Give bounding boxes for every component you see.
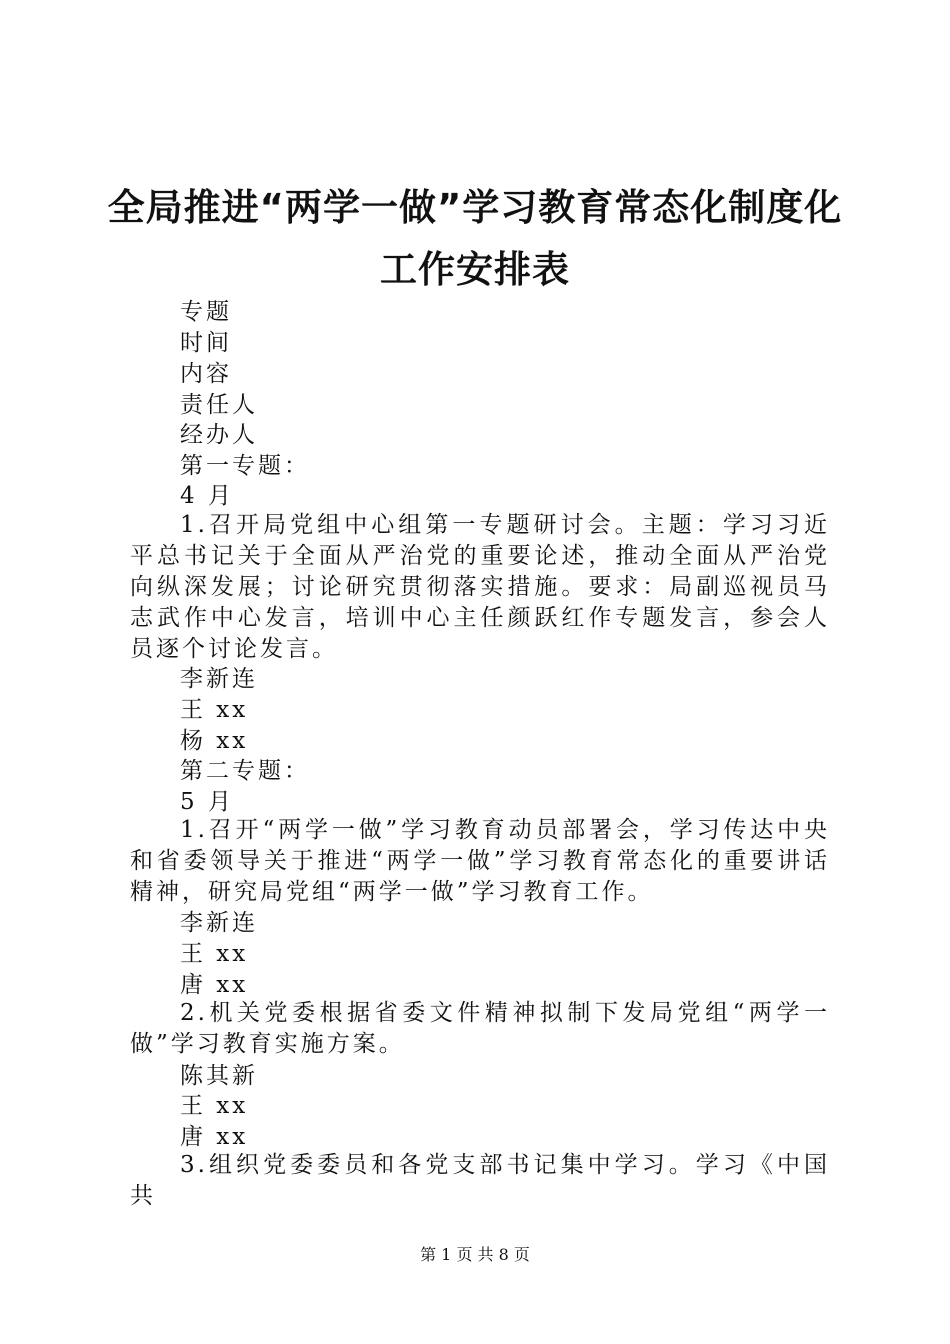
topic-2-item-2-responsible: 陈其新: [180, 1063, 258, 1089]
topic-2-item-1-text: 1.召开“两学一做”学习教育动员部署会，学习传达中央和省委领导关于推进“两学一做”学习教育常态化的重要讲话精神，研究局党组“两学一做”学习教育工作。: [130, 817, 830, 905]
header-handler: 经办人: [180, 422, 258, 448]
topic-2-month: 5 月: [180, 789, 234, 815]
topic-2-item-2-handler-2: 唐 xx: [180, 1124, 249, 1150]
topic-2-item-2-handler-1: 王 xx: [180, 1093, 249, 1119]
topic-2-item-1-handler-1: 王 xx: [180, 941, 249, 967]
topic-1-item-1-text: 1.召开局党组中心组第一专题研讨会。主题：学习习近平总书记关于全面从严治党的重要论述，推动全面从严治党向纵深发展；讨论研究贯彻落实措施。要求：局副巡视员马志武作中心发言，培训中心主任颜跃红作专题发言，参会人员逐个讨论发言。: [130, 512, 830, 662]
topic-2-label: 第二专题：: [180, 758, 310, 784]
topic-1-item-1-handler-1: 王 xx: [180, 697, 249, 723]
header-time: 时间: [180, 330, 232, 356]
topic-1-item-1-responsible: 李新连: [180, 666, 258, 692]
header-topic: 专题: [180, 299, 232, 325]
topic-1-item-1-handler-2: 杨 xx: [180, 728, 249, 754]
topic-2-item-3-text: 3.组织党委委员和各党支部书记集中学习。学习《中国共: [130, 1152, 830, 1209]
document-title-line-2: 工作安排表: [380, 248, 570, 291]
header-responsible: 责任人: [180, 392, 258, 418]
topic-1-month: 4 月: [180, 483, 234, 509]
header-content: 内容: [180, 361, 232, 387]
page-footer: 第 1 页 共 8 页: [420, 1245, 530, 1264]
topic-2-item-1-responsible: 李新连: [180, 910, 258, 936]
topic-2-item-2-text: 2.机关党委根据省委文件精神拟制下发局党组“两学一做”学习教育实施方案。: [130, 1000, 830, 1057]
topic-2-item-1-handler-2: 唐 xx: [180, 972, 249, 998]
document-title-line-1: 全局推进“两学一做”学习教育常态化制度化: [107, 186, 843, 229]
topic-1-label: 第一专题：: [180, 453, 310, 479]
